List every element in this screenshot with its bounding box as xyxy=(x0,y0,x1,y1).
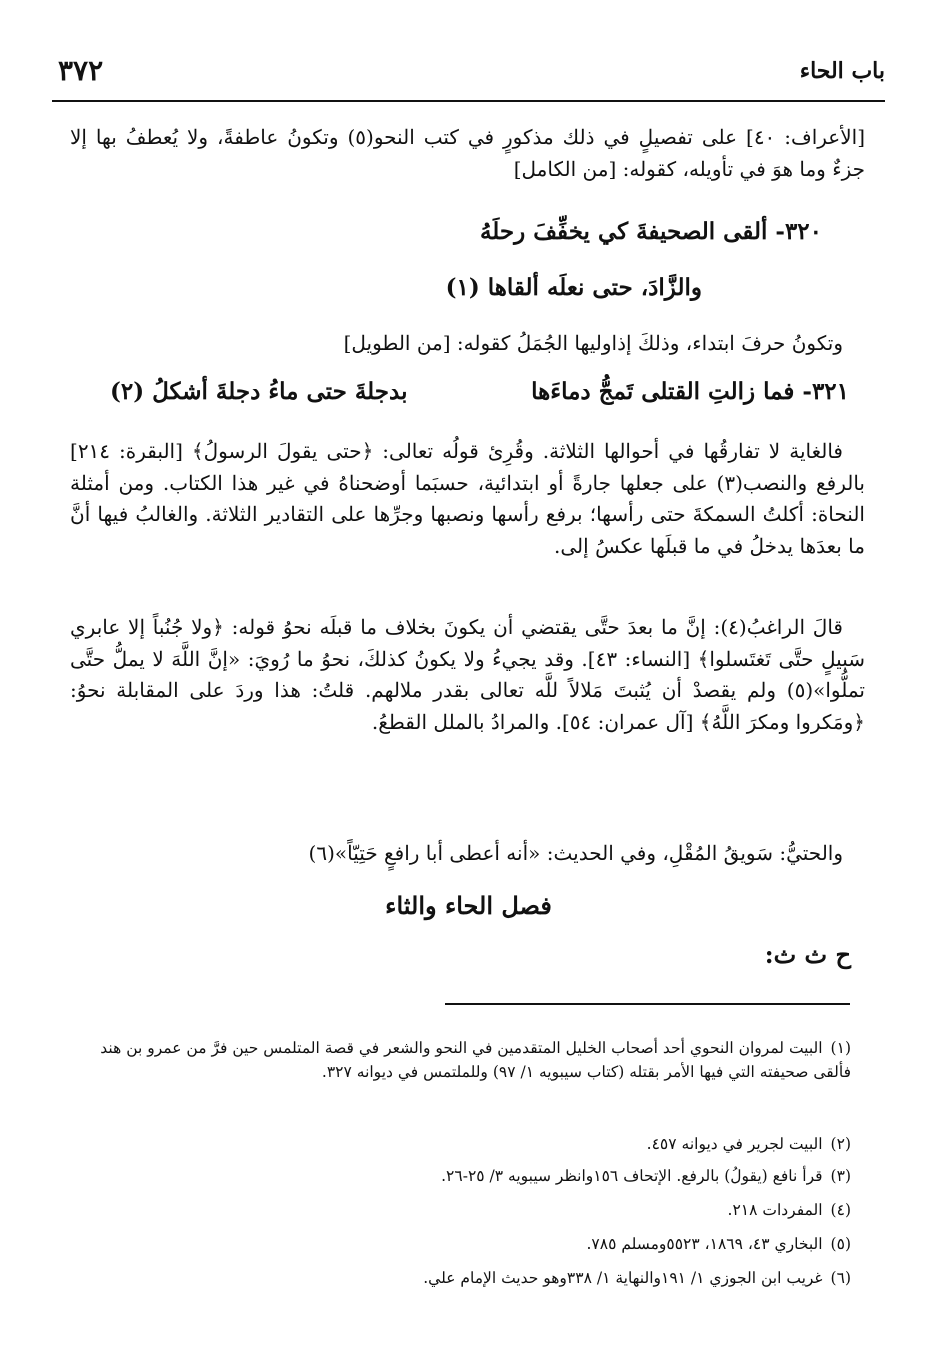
footnote-text: البيت لمروان النحوي أحد أصحاب الخليل المتقدمين في النحو والشعر في قصة المتلمس حين فرَّ من عمرو بن هند فألقى صحيفته التي فيها الأمر بقتله (كتاب سيبويه ١/ ٩٧) وللملتمس في ديوانه ٣٢٧. xyxy=(100,1039,851,1082)
verse-321-first-hemistich: ٣٢١- فما زالتِ القتلى تَمجُّ دماءَها xyxy=(531,378,849,405)
verse-321-second-hemistich: بدجلةَ حتى ماءُ دجلةَ أشكلُ (٢) xyxy=(110,378,408,405)
paragraph-1 xyxy=(70,122,865,185)
section-heading: فصل الحاء والثاء xyxy=(385,891,552,920)
chapter-title: باب الحاء xyxy=(799,58,885,84)
footnote-4 xyxy=(70,1198,851,1222)
footnote-2 xyxy=(70,1132,851,1156)
paragraph-3 xyxy=(70,436,865,562)
footnote-6 xyxy=(70,1266,851,1290)
footnote-5 xyxy=(70,1232,851,1256)
paragraph-text: [الأعراف: ٤٠] على تفصيلٍ في ذلك مذكورٍ في كتب النحو(٥) وتكونُ عاطفةً، ولا يُعطفُ بها إلا جزءٌ وما هوَ في تأويله، كقوله: [من الكامل] xyxy=(70,125,866,181)
paragraph-text: وتكونُ حرفَ ابتداء، وذلكَ إذاوليها الجُمَلُ كقوله: [من الطويل] xyxy=(343,331,843,355)
paragraph-text: فالغاية لا تفارقُها في أحوالها الثلاثة. وقُرِئ قولُه تعالى: ﴿حتى يقولَ الرسولُ﴾ [البقرة: ٢١٤] بالرفع والنصب(٣) على جعلها جارةً أو ابتدائية، حسبَما أوضحناهُ في غير هذا الكتاب. ومن أمثلة النحاة: أكلتُ السمكةَ حتى رأسها؛ برفع رأسها ونصبها وجرِّها على التقادير الثلاثة. والغالبُ فيها أنَّ ما بعدَها يدخلُ في ما قبلَها عكسُ إلى. xyxy=(70,439,865,558)
footnote-text: غريب ابن الجوزي ١/ ١٩١والنهاية ١/ ٣٣٨وهو حديث الإمام علي. xyxy=(423,1269,823,1287)
footnote-separator xyxy=(445,1003,850,1005)
footnote-text: قرأ نافع (يقولُ) بالرفع. الإتحاف ١٥٦وانظر سيبويه ٣/ ٢٥-٢٦. xyxy=(441,1167,823,1185)
verse-320-second-hemistich: والزَّادَ، حتى نعلَه ألقاها (١) xyxy=(445,274,702,301)
footnote-text: البيت لجرير في ديوانه ٤٥٧. xyxy=(646,1135,823,1153)
footnote-text: المفردات ٢١٨. xyxy=(727,1201,823,1219)
footnote-number: (٦) xyxy=(830,1269,851,1287)
paragraph-2 xyxy=(70,328,865,360)
footnote-number: (٢) xyxy=(830,1135,851,1153)
footnote-number: (١) xyxy=(830,1039,851,1057)
paragraph-5 xyxy=(70,838,865,870)
verse-320-first-hemistich: ٣٢٠- ألقى الصحيفةَ كي يخفِّفَ رحلَهُ xyxy=(479,218,822,245)
footnote-text: البخاري ٤٣، ١٨٦٩، ٥٥٢٣ومسلم ٧٨٥. xyxy=(586,1235,823,1253)
footnote-number: (٤) xyxy=(830,1201,851,1219)
paragraph-text: والحتيُّ: سَويقُ المُقْلِ، وفي الحديث: «أنه أعطى أبا رافعٍ حَتِيّاً»(٦) xyxy=(308,841,843,865)
paragraph-text: قالَ الراغبُ(٤): إنَّ ما بعدَ حتَّى يقتضي أن يكونَ بخلاف ما قبلَه نحوُ قوله: ﴿ولا جُنُباً إلا عابري سَبيلٍ حتَّى تَغتَسلوا﴾ [النساء: ٤٣]. وقد يجيءُ ولا يكونُ كذلكَ، نحوُ ما رُويَ: «إنَّ اللَّهَ لا يملُّ حتَّى تملُّوا»(٥) ولم يقصدْ أن يُثبتَ مَلالاً للَّه تعالى بقدر ملالهم. قلتُ: هذا وردَ على المقابلة نحوُ: ﴿ومَكروا ومكرَ اللَّهُ﴾ [آل عمران: ٥٤]. والمرادُ بالملل القطعُ. xyxy=(70,615,866,734)
header-rule xyxy=(52,100,885,102)
page-number: ٣٧٢ xyxy=(58,54,104,87)
footnote-number: (٣) xyxy=(830,1167,851,1185)
paragraph-4 xyxy=(70,612,865,738)
footnote-1 xyxy=(70,1036,851,1084)
footnote-3 xyxy=(70,1164,851,1188)
page-header xyxy=(58,54,885,94)
lexical-root-heading: ح ث ث: xyxy=(764,940,851,969)
footnote-number: (٥) xyxy=(830,1235,851,1253)
